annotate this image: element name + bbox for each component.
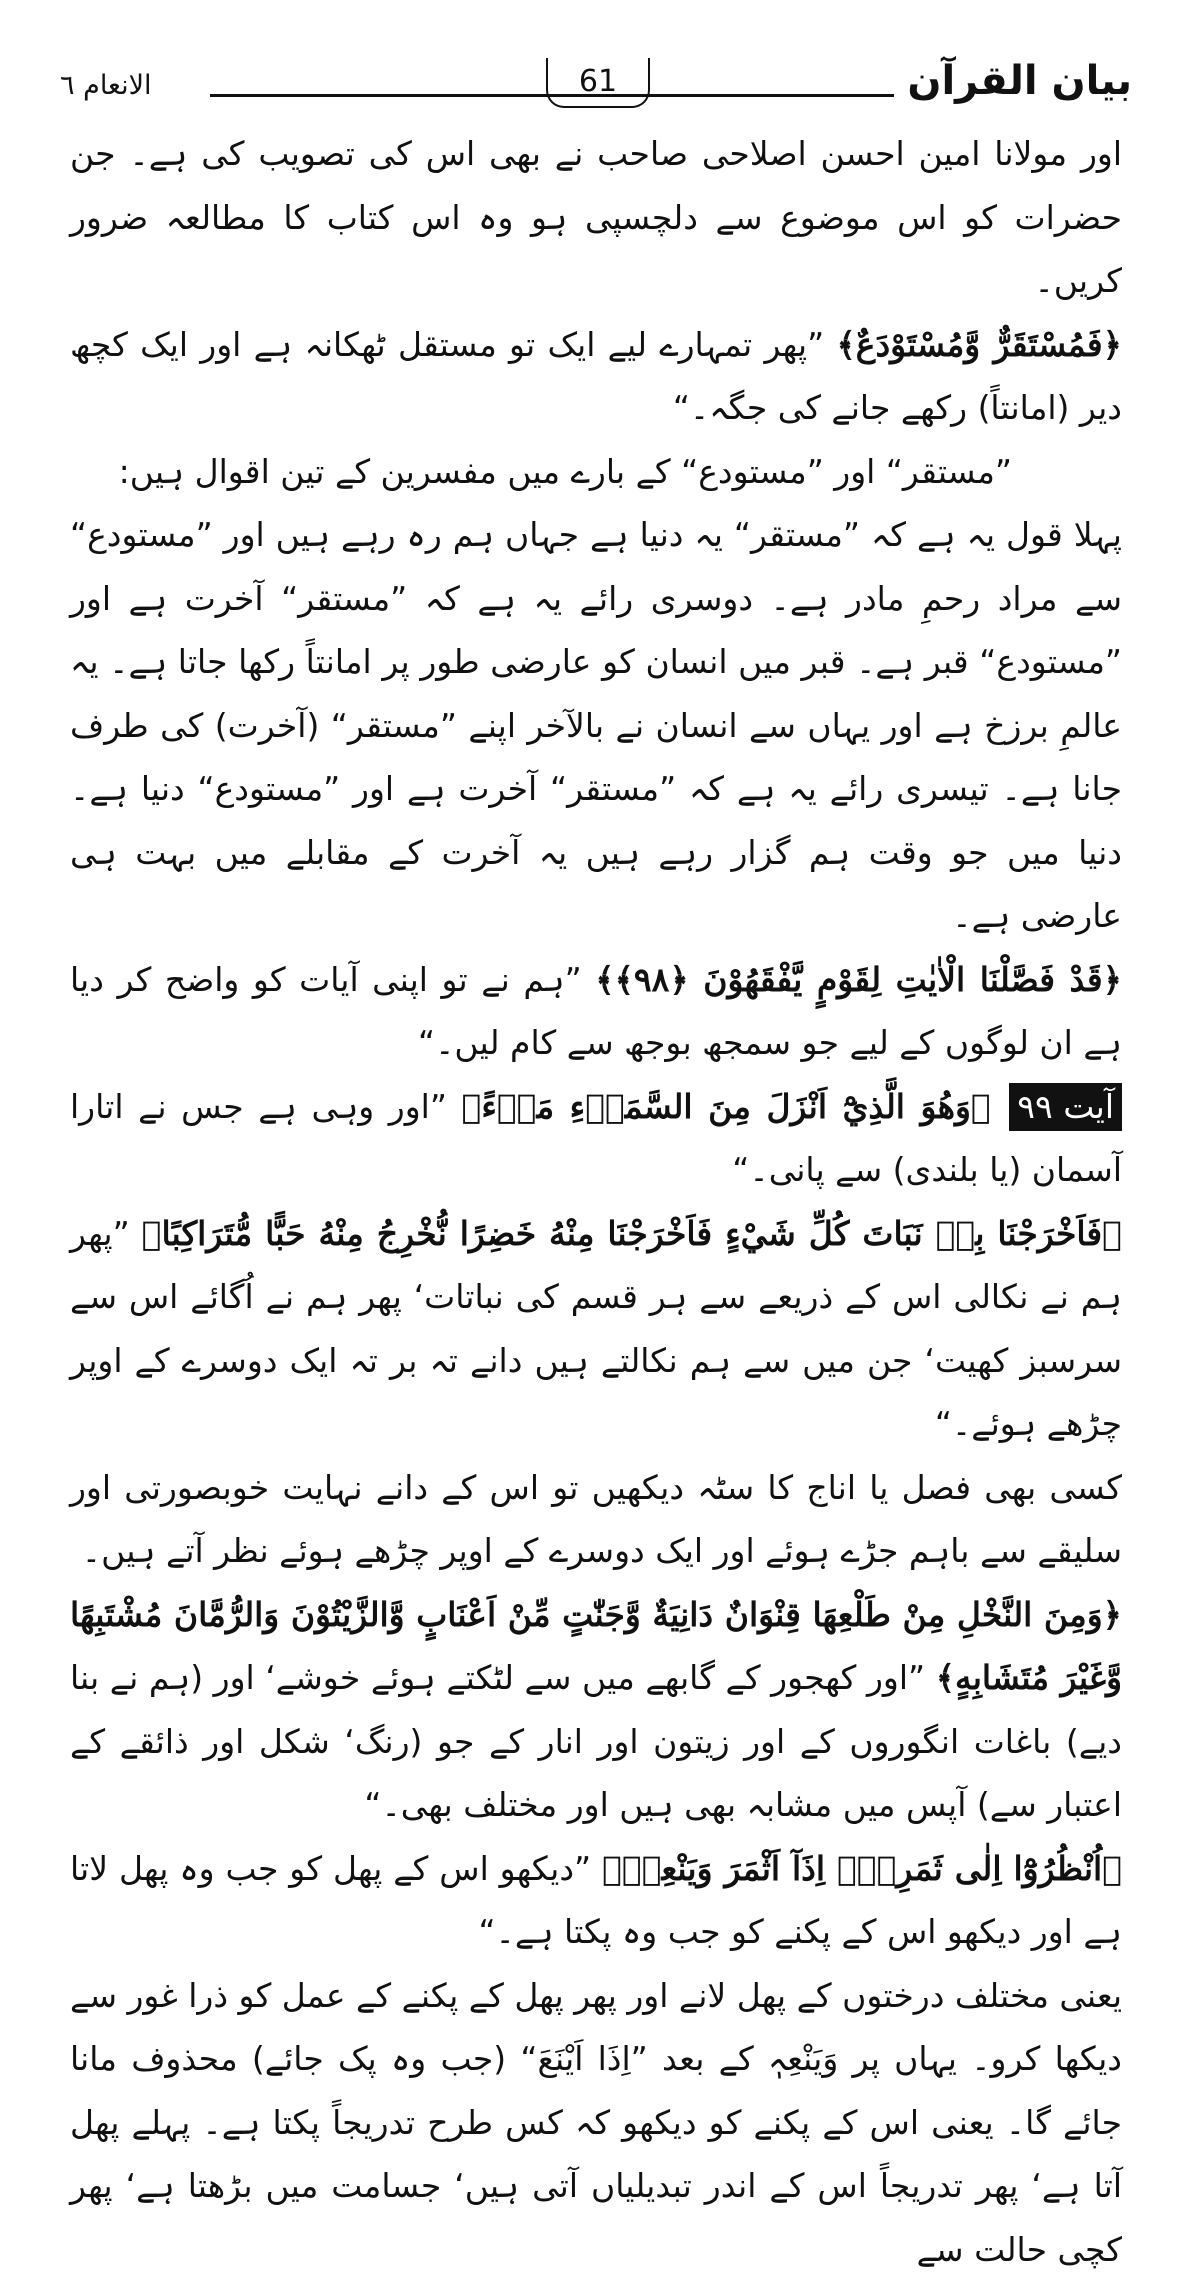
page-number: 61: [546, 58, 650, 108]
ayah-text: ﴿وَهُوَ الَّذِيْٓ اَنْزَلَ مِنَ السَّمَاۗءِ مَاۗءً﴾: [462, 1087, 991, 1126]
translation-text: ”اور وہی ہے جس نے اتارا آسمان (یا بلندی) سے پانی۔“: [70, 1087, 1122, 1190]
ayah-paragraph: [70, 1202, 1122, 1456]
paragraph: اور مولانا امین احسن اصلاحی صاحب نے بھی اس کی تصویب کی ہے۔ جن حضرات کو اس موضوع سے دلچسپی ہو وہ اس کتاب کا مطالعہ ضرور کریں۔: [70, 122, 1122, 313]
ayah-text: ﴿وَمِنَ النَّخْلِ مِنْ طَلْعِهَا قِنْوَانٌ دَانِيَةٌ وَّجَنّٰتٍ مِّنْ اَعْنَابٍ وَّالزَّيْتُوْنَ وَالرُّمَّانَ مُشْتَبِهًا وَّغَيْرَ مُتَشَابِهٍ﴾: [70, 1595, 1122, 1698]
ayah-text: ﴿فَاَخْرَجْنَا بِهٖ نَبَاتَ كُلِّ شَيْءٍ فَاَخْرَجْنَا مِنْهُ خَضِرًا نُّخْرِجُ مِنْهُ حَبًّا مُّتَرَاكِبًا﴾: [142, 1214, 1122, 1253]
ayah-text: ﴿فَمُسْتَقَرٌّ وَّمُسْتَوْدَعٌ﴾: [836, 325, 1122, 364]
surah-label: الانعام ٦: [60, 70, 151, 101]
ayah-text: ﴿قَدْ فَصَّلْنَا الْاٰيٰتِ لِقَوْمٍ يَّفْقَهُوْنَ ﴿٩٨﴾﴾: [595, 960, 1122, 999]
translation-text: ”اور کھجور کے گابھے میں سے لٹکتے ہوئے خوشے‘ اور (ہم نے بنا دیے) باغات انگوروں کے اور زیتون اور انار کے جو (رنگ‘ شکل اور ذائقے کے اعتبار سے) آپس میں مشابہ بھی ہیں اور مختلف بھی۔“: [70, 1658, 1122, 1824]
ayah-paragraph: [70, 1837, 1122, 1964]
ayah-text: ﴿اُنْظُرُوْٓا اِلٰى ثَمَرِهٖٓ اِذَآ اَثْمَرَ وَيَنْعِهٖ﴾: [602, 1849, 1122, 1888]
paragraph: ”مستقر“ اور ”مستودع“ کے بارے میں مفسرین کے تین اقوال ہیں:: [70, 440, 1122, 504]
verse-number-badge: آیت ۹۹: [1009, 1083, 1122, 1131]
ayah-paragraph: [70, 313, 1122, 440]
paragraph: یعنی مختلف درختوں کے پھل لانے اور پھر پھل کے پکنے کے عمل کو ذرا غور سے دیکھا کرو۔ یہاں پر وَیَنْعِہٖ کے بعد ”اِذَا اَیْنَعَ“ (جب وہ پک جائے) محذوف مانا جائے گا۔ یعنی اس کے پکنے کو دیکھو کہ کس طرح تدریجاً پکتا ہے۔ پہلے پھل آتا ہے‘ پھر تدریجاً اس کے اندر تبدیلیاں آتی ہیں‘ جسامت میں بڑھتا ہے‘ پھر کچی حالت سے: [70, 1964, 1122, 2281]
translation-text: ”پھر تمہارے لیے ایک تو مستقل ٹھکانہ ہے اور ایک کچھ دیر (امانتاً) رکھے جانے کی جگہ۔“: [70, 325, 1122, 428]
paragraph: پہلا قول یہ ہے کہ ”مستقر“ یہ دنیا ہے جہاں ہم رہ رہے ہیں اور ”مستودع“ سے مراد رحمِ مادر ہے۔ دوسری رائے یہ ہے کہ ”مستقر“ آخرت ہے اور ”مستودع“ قبر ہے۔ قبر میں انسان کو عارضی طور پر امانتاً رکھا جاتا ہے۔ یہ عالمِ برزخ ہے اور یہاں سے انسان نے بالآخر اپنے ”مستقر“ (آخرت) کی طرف جانا ہے۔ تیسری رائے یہ ہے کہ ”مستقر“ آخرت ہے اور ”مستودع“ دنیا ہے۔ دنیا میں جو وقت ہم گزار رہے ہیں یہ آخرت کے مقابلے میں بہت ہی عارضی ہے۔: [70, 503, 1122, 948]
translation-text: ”دیکھو اس کے پھل کو جب وہ پھل لاتا ہے اور دیکھو اس کے پکنے کو جب وہ پکتا ہے۔“: [70, 1849, 1122, 1952]
ayah-paragraph: [70, 1075, 1122, 1202]
ayah-paragraph: [70, 948, 1122, 1075]
page-body: [70, 122, 1122, 2281]
header-rule-left: [210, 94, 565, 97]
translation-text: ”پھر ہم نے نکالی اس کے ذریعے سے ہر قسم کی نباتات‘ پھر ہم نے اُگائے اس سے سرسبز کھیت‘ جن میں سے ہم نکالتے ہیں دانے تہ بر تہ ایک دوسرے کے اوپر چڑھے ہوئے۔“: [70, 1214, 1122, 1444]
page-header: [60, 58, 1132, 118]
book-title: بیان القرآن: [907, 58, 1132, 104]
translation-text: ”ہم نے تو اپنی آیات کو واضح کر دیا ہے ان لوگوں کے لیے جو سمجھ بوجھ سے کام لیں۔“: [70, 960, 1122, 1063]
ayah-paragraph: [70, 1583, 1122, 1837]
paragraph: کسی بھی فصل یا اناج کا سٹہ دیکھیں تو اس کے دانے نہایت خوبصورتی اور سلیقے سے باہم جڑے ہوئے اور ایک دوسرے کے اوپر چڑھے ہوئے نظر آتے ہیں۔: [70, 1456, 1122, 1583]
